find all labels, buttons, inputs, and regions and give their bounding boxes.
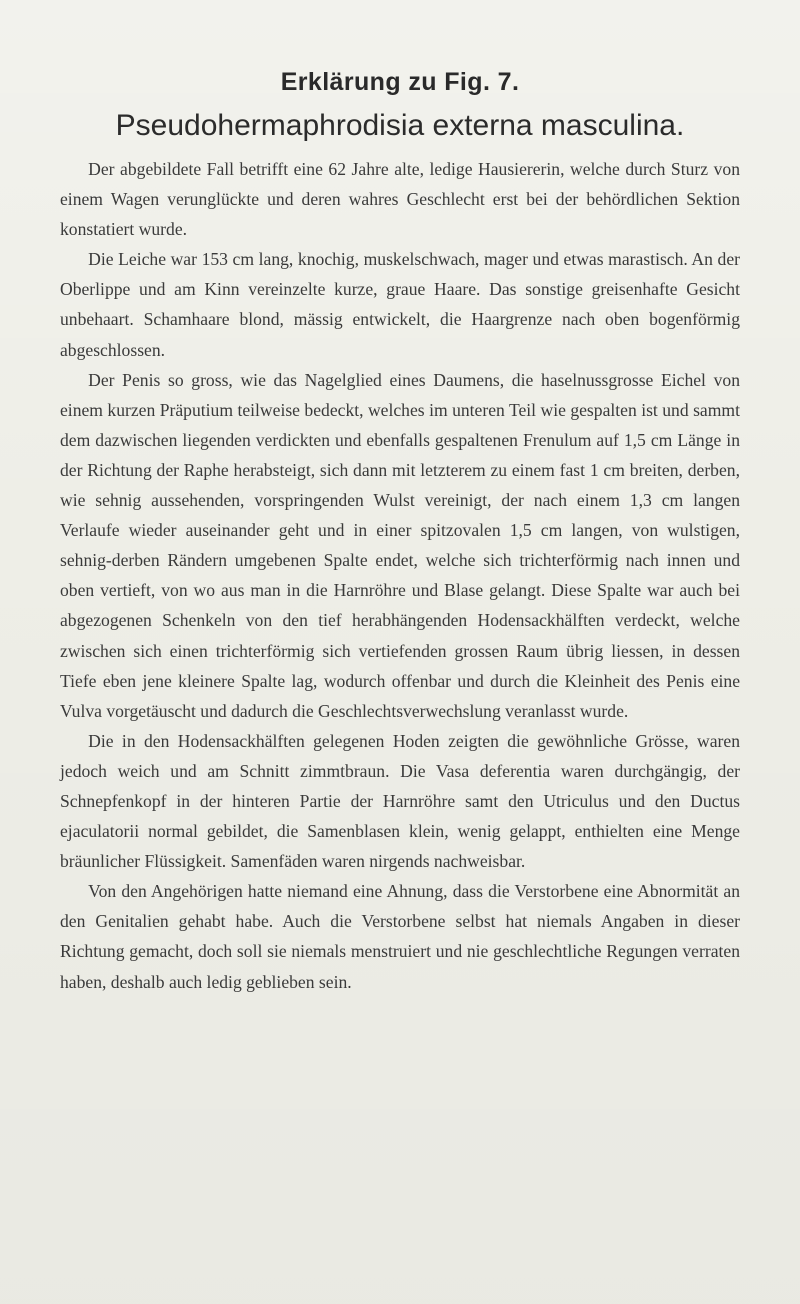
paragraph-body-description: Die Leiche war 153 cm lang, knochig, muskelschwach, mager und etwas marastisch. An der Oberlippe und am Kinn vereinzelte kurze, graue Haare. Das sonstige greisenhafte Gesicht unbehaart. Schamhaare blond, mässig entwickelt, die Haargrenze nach oben bogenförmig abgeschlossen. [60,249,740,360]
paragraph-genital-description: Der Penis so gross, wie das Nagelglied eines Daumens, die haselnussgrosse Eichel von einem kurzen Präputium teilweise bedeckt, welches im unteren Teil wie gespalten ist und sammt dem dazwischen liegenden verdickten und ebenfalls gespaltenen Frenulum auf 1,5 cm Länge in der Richtung der Raphe herabsteigt, sich dann mit letzterem zu einem fast 1 cm breiten, derben, wie sehnig aussehenden, vorspringenden Wulst vereinigt, der nach einem 1,3 cm langen Verlaufe wieder auseinander geht und in einer spitzovalen 1,5 cm langen, von wulstigen, sehnig-derben Rändern umgebenen Spalte endet, welche sich trichterförmig nach innen und oben vertieft, von wo aus man in die Harnröhre und Blase gelangt. Diese Spalte war auch bei abgezogenen Schenkeln von den tief herabhängenden Hodensackhälften verdeckt, welche zwischen sich einen trichterförmig sich vertiefenden grossen Raum übrig liessen, in dessen Tiefe eben jene kleinere Spalte lag, wodurch offenbar und durch die Kleinheit des Penis eine Vulva vorgetäuscht und dadurch die Geschlechtsverwechslung veranlasst wurde. [60,369,740,721]
figure-explanation-heading: Erklärung zu Fig. 7. [280,68,520,96]
paragraph-history: Von den Angehörigen hatte niemand eine Ahnung, dass die Verstorbene eine Abnormität an den Genitalien gehabt habe. Auch die Verstorbene selbst hat niemals Angaben in dieser Richtung gemacht, doch soll sie niemals menstruiert und nie geschlechtliche Regungen verraten haben, deshalb auch ledig geblieben sein. [60,881,740,992]
paragraph-case-intro: Der abgebildete Fall betrifft eine 62 Jahre alte, ledige Hausiererin, welche durch Sturz von einem Wagen verunglückte und deren wahres Geschlecht erst bei der behördlichen Sektion konstatiert wurde. [60,159,740,240]
body-text [60,154,740,997]
paragraph-internal-findings: Die in den Hodensackhälften gelegenen Hoden zeigten die gewöhnliche Grösse, waren jedoch weich und am Schnitt zimmtbraun. Die Vasa deferentia waren durchgängig, der Schnepfenkopf in der hinteren Partie der Harnröhre samt den Utriculus und den Ductus ejaculatorii normal gebildet, die Samenblasen klein, wenig gelappt, enthielten eine Menge bräunlicher Flüssigkeit. Samenfäden waren nirgends nachweisbar. [60,730,740,872]
case-title: Pseudohermaphrodisia externa masculina. [115,109,685,142]
